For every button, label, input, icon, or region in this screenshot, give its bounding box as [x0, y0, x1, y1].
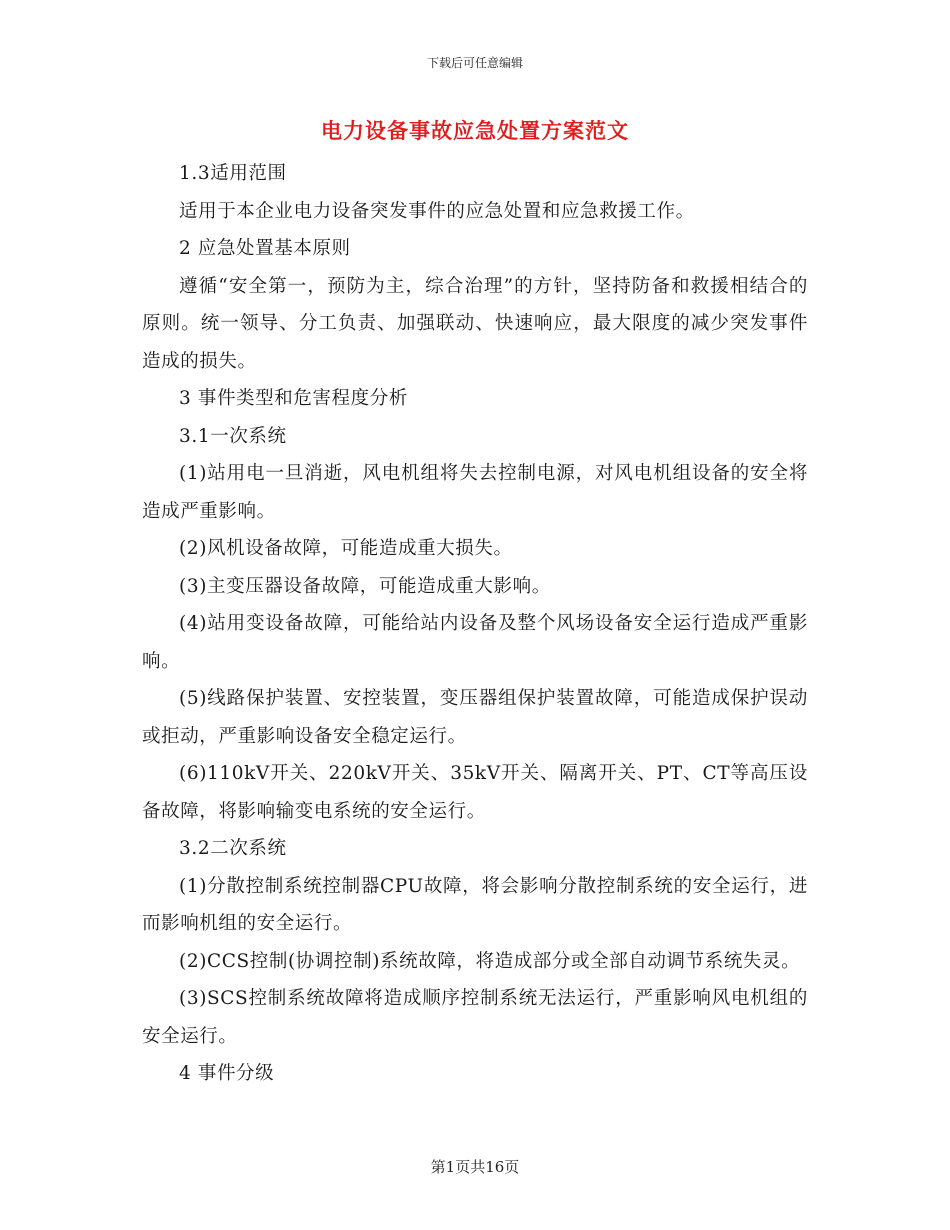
paragraph-scope: 适用于本企业电力设备突发事件的应急处置和应急救援工作。: [179, 200, 695, 222]
section-heading-1-3: 1.3适用范围: [179, 163, 287, 184]
list-item-secondary-1: (1)分散控制系统控制器CPU故障，将会影响分散控制系统的安全运行，进而影响机组的安全运行。: [142, 875, 808, 934]
list-item-primary-5: (5)线路保护装置、安控装置，变压器组保护装置故障，可能造成保护误动或拒动，严重影响设备安全稳定运行。: [142, 688, 808, 747]
section-heading-3-1: 3.1一次系统: [179, 425, 287, 447]
document-title: 电力设备事故应急处置方案范文: [321, 118, 629, 143]
section-heading-3-2: 3.2二次系统: [179, 838, 287, 859]
list-item-secondary-2: (2)CCS控制(协调控制)系统故障，将造成部分或全部自动调节系统失灵。: [179, 950, 801, 972]
list-item-primary-4: (4)站用变设备故障，可能给站内设备及整个风场设备安全运行造成严重影响。: [142, 613, 808, 672]
list-item-primary-1: (1)站用电一旦消逝，风电机组将失去控制电源，对风电机组设备的安全将造成严重影响。: [142, 463, 808, 522]
page-number: 第1页共16页: [430, 1158, 520, 1176]
list-item-secondary-3: (3)SCS控制系统故障将造成顺序控制系统无法运行，严重影响风电机组的安全运行。: [142, 988, 808, 1047]
section-heading-2: 2 应急处置基本原则: [179, 238, 351, 259]
section-heading-3: 3 事件类型和危害程度分析: [179, 388, 408, 409]
header-note: 下载后可任意编辑: [426, 56, 523, 70]
section-heading-4: 4 事件分级: [179, 1063, 275, 1084]
list-item-primary-2: (2)风机设备故障，可能造成重大损失。: [179, 538, 513, 559]
list-item-primary-3: (3)主变压器设备故障，可能造成重大影响。: [179, 575, 551, 597]
paragraph-principles: 遵循“安全第一，预防为主，综合治理”的方针，坚持防备和救援相结合的原则。统一领导、分工负责、加强联动、快速响应，最大限度的减少突发事件造成的损失。: [142, 275, 808, 372]
list-item-primary-6: (6)110kV开关、220kV开关、35kV开关、隔离开关、PT、CT等高压设备故障，将影响输变电系统的安全运行。: [142, 763, 808, 822]
document-body: [142, 155, 808, 1093]
